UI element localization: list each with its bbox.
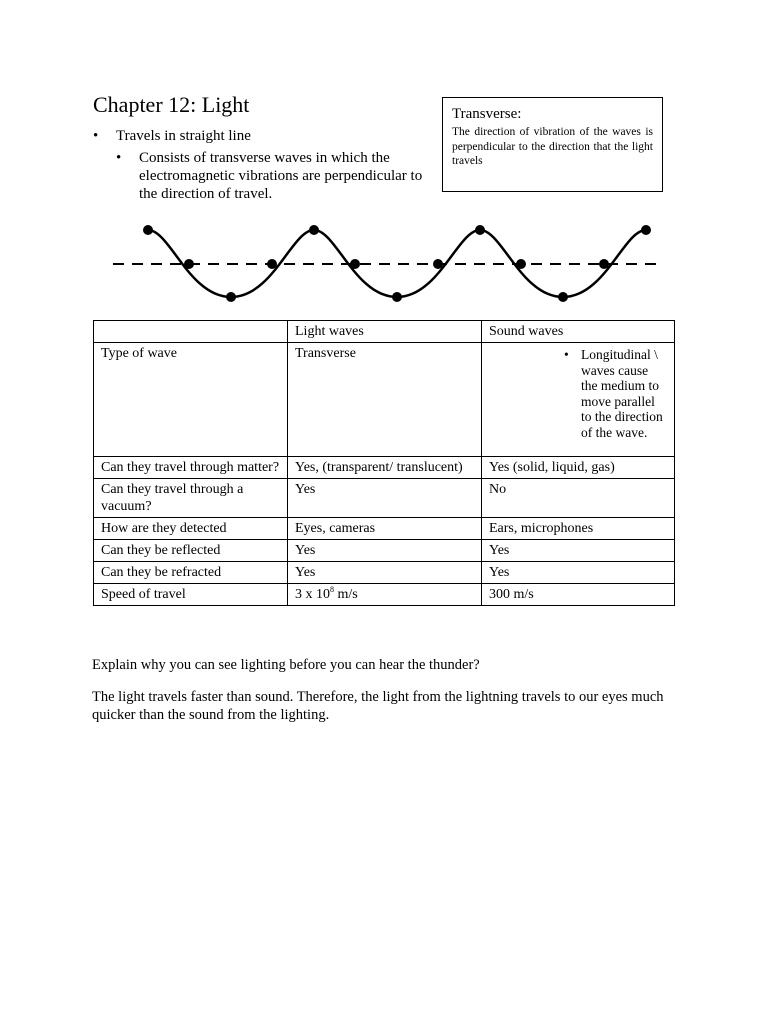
table-header-cell: [94, 321, 288, 343]
table-row: [94, 518, 675, 540]
page-title: Chapter 12: Light: [93, 92, 250, 117]
light-cell: Yes, (transparent/ translucent): [288, 457, 482, 479]
table-row: [94, 562, 675, 584]
light-cell: Yes: [288, 540, 482, 562]
speed-base: 3 x 10: [295, 587, 330, 602]
wave-point: [641, 225, 651, 235]
wave-point: [558, 292, 568, 302]
wave-point: [143, 225, 153, 235]
wave-point: [184, 259, 194, 269]
sound-cell: [482, 343, 675, 457]
sound-cell: Yes: [482, 540, 675, 562]
definition-heading: Transverse:: [452, 106, 522, 122]
sub-bullet-item: [116, 149, 446, 203]
speed-exponent: 8: [330, 585, 334, 594]
table-row: [94, 457, 675, 479]
light-cell: Eyes, cameras: [288, 518, 482, 540]
row-label: Type of wave: [94, 343, 288, 457]
bullet-text: Travels in straight line: [116, 128, 251, 144]
sound-cell: Ears, microphones: [482, 518, 675, 540]
wave-point: [433, 259, 443, 269]
wave-point: [599, 259, 609, 269]
comparison-table: [93, 320, 675, 606]
wave-point: [309, 225, 319, 235]
table-header-cell: Sound waves: [482, 321, 675, 343]
row-label: How are they detected: [94, 518, 288, 540]
table-row: [94, 540, 675, 562]
sub-bullet-text: Consists of transverse waves in which the electromagnetic vibrations are perpendicular to the direction of travel.: [139, 150, 423, 202]
bullet-icon: •: [116, 150, 122, 166]
row-label: Can they travel through matter?: [94, 457, 288, 479]
definition-text: The direction of vibration of the waves is perpendicular to the direction that the light travels: [452, 126, 653, 167]
bullet-icon: •: [93, 128, 99, 144]
bullet-icon: •: [564, 347, 569, 362]
wave-point: [475, 225, 485, 235]
table-row: [94, 479, 675, 518]
sound-cell: Yes: [482, 562, 675, 584]
sound-cell: No: [482, 479, 675, 518]
light-cell: Yes: [288, 479, 482, 518]
speed-unit: m/s: [334, 587, 358, 602]
answer-text: The light travels faster than sound. Therefore, the light from the lightning travels to our eyes much quicker than the sound from the lighting.: [92, 689, 664, 723]
longitudinal-bullet: [489, 347, 667, 440]
wave-point: [392, 292, 402, 302]
definition-box: [442, 97, 663, 192]
longitudinal-text: Longitudinal \ waves cause the medium to move parallel to the direction of the wave.: [581, 347, 663, 440]
question-text: Explain why you can see lighting before you can hear the thunder?: [92, 657, 480, 673]
light-cell: Transverse: [288, 343, 482, 457]
table-row: [94, 584, 675, 606]
wave-point: [350, 259, 360, 269]
row-label: Speed of travel: [94, 584, 288, 606]
row-label: Can they be reflected: [94, 540, 288, 562]
row-label: Can they travel through a vacuum?: [94, 479, 288, 518]
light-cell: [288, 584, 482, 606]
table-header-cell: Light waves: [288, 321, 482, 343]
wave-point: [267, 259, 277, 269]
wave-point: [226, 292, 236, 302]
table-header-row: [94, 321, 675, 343]
sound-cell: 300 m/s: [482, 584, 675, 606]
transverse-wave-diagram: [93, 208, 677, 310]
sound-cell: Yes (solid, liquid, gas): [482, 457, 675, 479]
table-row: [94, 343, 675, 457]
light-cell: Yes: [288, 562, 482, 584]
wave-point: [516, 259, 526, 269]
row-label: Can they be refracted: [94, 562, 288, 584]
